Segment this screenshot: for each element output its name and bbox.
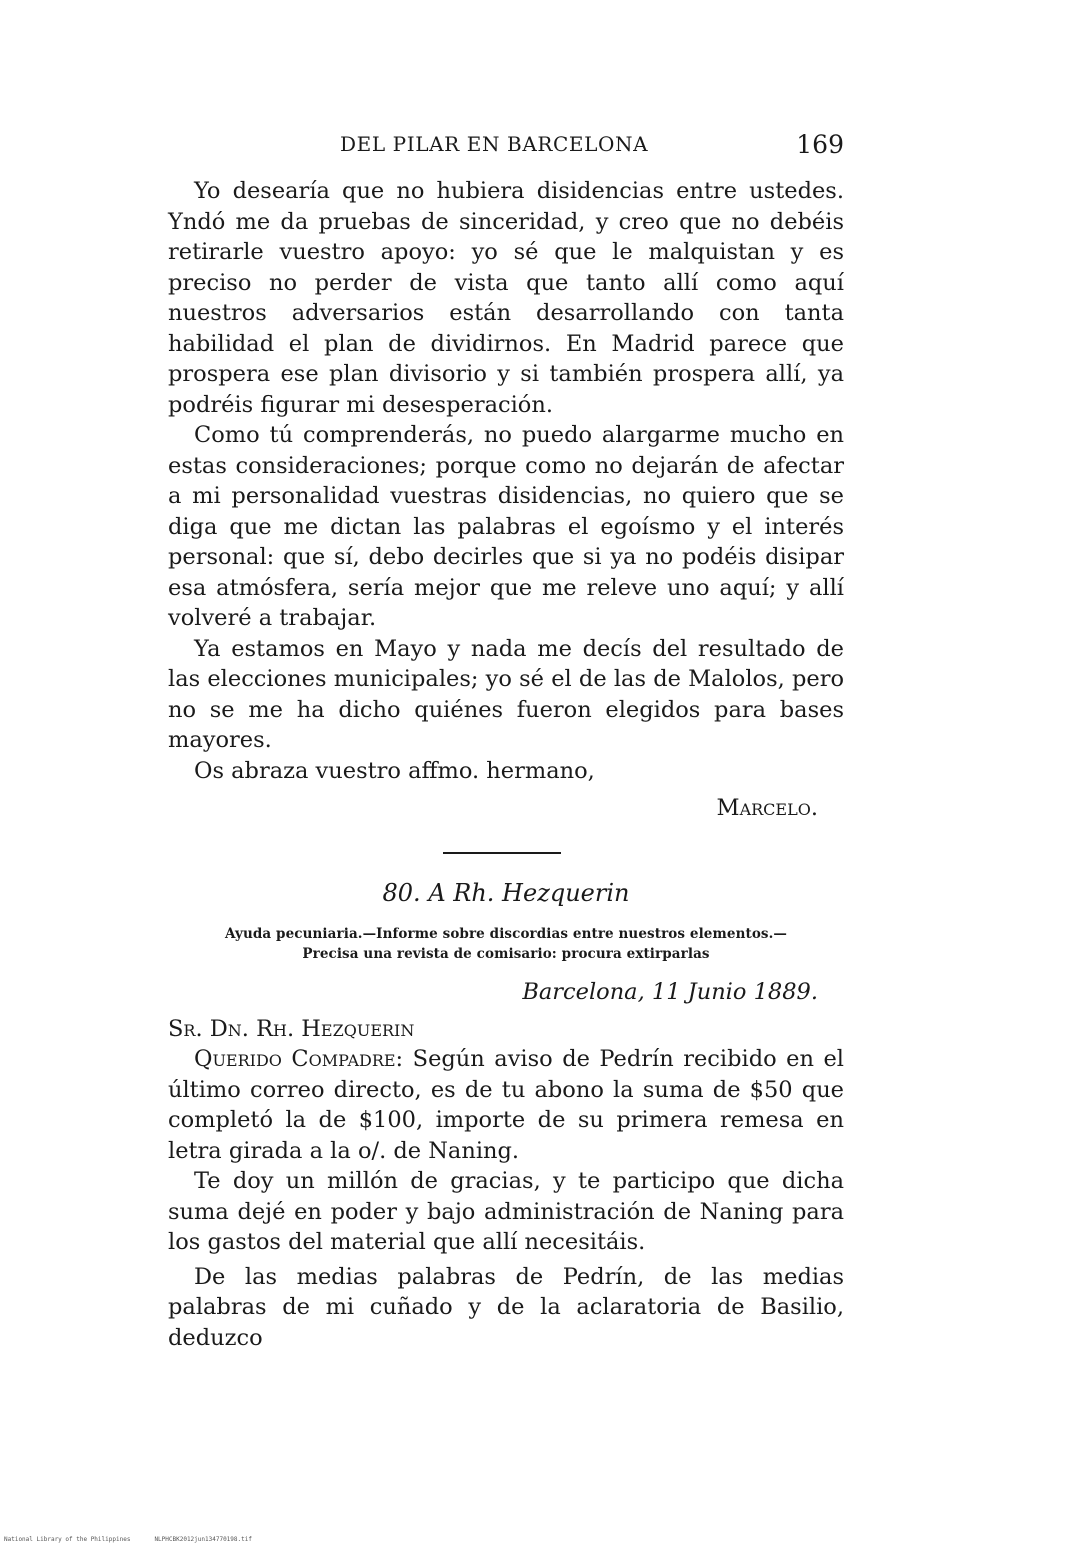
letter-summary <box>168 924 844 964</box>
signature: Marcelo. <box>716 795 818 821</box>
file-id: NLPHCBK2012jun134770198.tif <box>154 1536 252 1543</box>
running-head: DEL PILAR EN BARCELONA <box>340 132 649 156</box>
library-name: National Library of the Philippines <box>4 1536 131 1543</box>
body-text <box>168 176 844 1353</box>
paragraph: Yo desearía que no hubiera disidencias entre ustedes. Yndó me da pruebas de sinceridad, y creo que no debéis retirarle vuestro apoyo: yo sé que le malquistan y es preciso no perder de vista que tanto allí como aquí nuestros adversarios están desarrollando con tanta habilidad el plan de dividirnos. En Madrid parece que prospera ese plan divisorio y si también prospera allí, ya podréis figurar mi desesperación. <box>168 178 844 418</box>
dateline: Barcelona, 11 Junio 1889. <box>522 979 818 1005</box>
summary-line: Precisa una revista de comisario: procura extirparlas <box>302 946 710 962</box>
page-header <box>168 130 844 164</box>
paragraph: De las medias palabras de Pedrín, de las medias palabras de mi cuñado y de la aclaratoria de Basilio, deduzco <box>168 1263 844 1351</box>
paragraph: Ya estamos en Mayo y nada me decís del resultado de las elecciones municipales; yo sé el de las de Malolos, pero no se me ha dicho quiénes fueron elegidos para bases mayores. <box>168 635 844 753</box>
page-number: 169 <box>796 130 844 159</box>
addressee: Sr. Dn. Rh. Hezquerin <box>168 1016 415 1042</box>
paragraph-text: Según aviso de Pedrín recibido en el último correo directo, es de tu abono la suma de $50 que completó la de $100, importe de su primera remesa en letra girada a la o/. de Naning. <box>168 1046 844 1164</box>
paragraph: Como tú comprenderás, no puedo alargarme mucho en estas consideraciones; porque como no dejarán de afectar a mi personalidad vuestras disidencias, no quiero que se diga que me dictan las palabras el egoísmo y el interés personal: que sí, debo decirles que si ya no podéis disipar esa atmósfera, sería mejor que me releve uno aquí; y allí volveré a trabajar. <box>168 422 844 631</box>
section-divider <box>443 852 561 854</box>
scan-stamp <box>4 1536 276 1543</box>
paragraph: Os abraza vuestro affmo. hermano, <box>194 757 595 784</box>
paragraph <box>168 1044 844 1166</box>
summary-line: Ayuda pecuniaria.—Informe sobre discordias entre nuestros elementos.— <box>224 926 788 942</box>
letter-title: 80. A Rh. Hezquerin <box>382 879 630 907</box>
greeting: Querido Compadre: <box>194 1046 404 1072</box>
paragraph: Te doy un millón de gracias, y te participo que dicha suma dejé en poder y bajo administración de Naning para los gastos del material que allí necesitáis. <box>168 1168 844 1255</box>
